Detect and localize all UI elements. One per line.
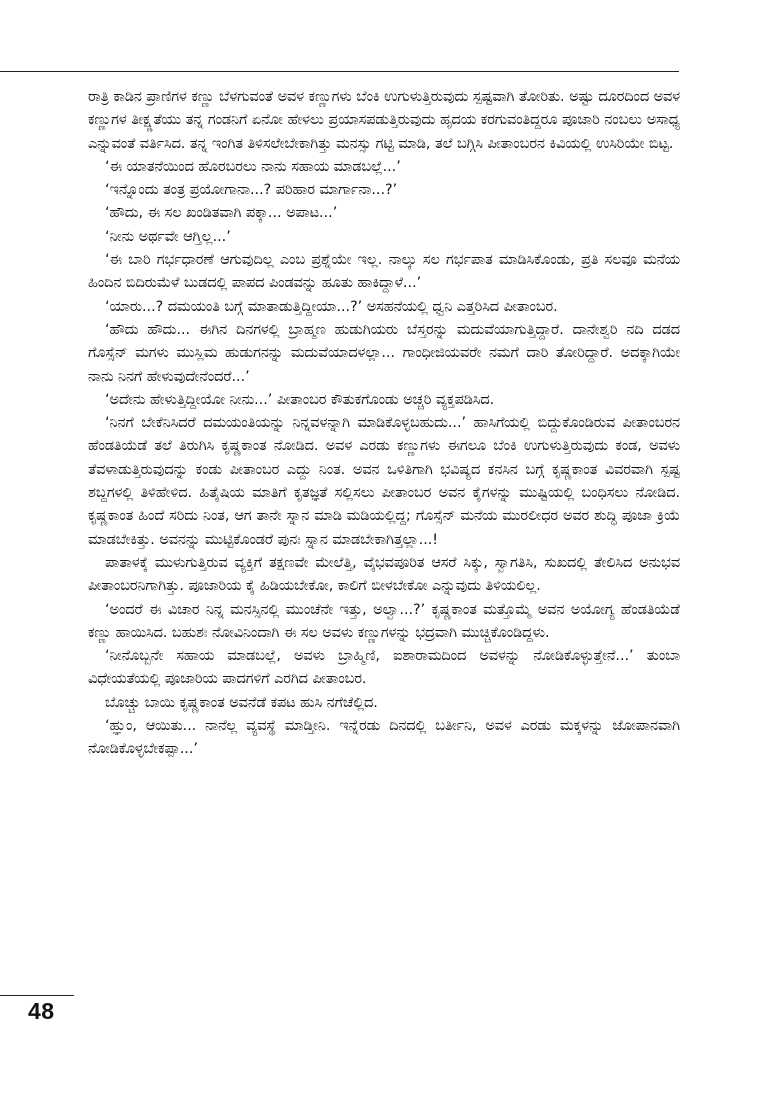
paragraph: ರಾತ್ರಿ ಕಾಡಿನ ಪ್ರಾಣಿಗಳ ಕಣ್ಣು ಬೆಳಗುವಂತೆ ಅವಳ ಕಣ್ಣುಗಳು ಬೆಂಕಿ ಉಗುಳುತ್ತಿರುವುದು ಸ್ಪಷ್ಟವಾಗಿ ತೋರಿತು. ಅಷ್ಟು ದೂರದಿಂದ ಅವಳ ಕಣ್ಣುಗಳ ತೀಕ್ಷ್ಣತೆಯು ತನ್ನ ಗಂಡನಿಗೆ ಏನೋ ಹೇಳಲು ಪ್ರಯಾಸಪಡುತ್ತಿರುವುದು ಹೃದಯ ಕರಗುವಂತಿದ್ದರೂ ಪೂಜಾರಿ ನಂಬಲು ಅಸಾಧ್ಯ ಎನ್ನುವಂತೆ ವರ್ತಿಸಿದ. ತನ್ನ ಇಂಗಿತ ತಿಳಿಸಲೇಬೇಕಾಗಿತ್ತು ಮನಸ್ಸು ಗಟ್ಟಿ ಮಾಡಿ, ತಲೆ ಬಗ್ಗಿಸಿ ಪೀತಾಂಬರನ ಕಿವಿಯಲ್ಲಿ ಉಸಿರಿಯೇ ಬಿಟ್ಟ. [88, 89, 680, 152]
paragraph: ‘ಅಂದರೆ ಈ ವಿಚಾರ ನಿನ್ನ ಮನಸ್ಸಿನಲ್ಲಿ ಮುಂಚೆನೇ ಇತ್ತು, ಅಲ್ವಾ...?’ ಕೃಷ್ಣಕಾಂತ ಮತ್ತೊಮ್ಮೆ ಅವನ ಅಯೋಗ್ಯ ಹೆಂಡತಿಯೆಡೆ ಕಣ್ಣು ಹಾಯಿಸಿದ. ಬಹುಶಃ ನೋವಿನಿಂದಾಗಿ ಈ ಸಲ ಅವಳು ಕಣ್ಣುಗಳನ್ನು ಭದ್ರವಾಗಿ ಮುಚ್ಚಿಕೊಂಡಿದ್ದಳು. [88, 601, 680, 641]
body-text [88, 86, 680, 762]
paragraph: ‘ಇನ್ನೊಂದು ತಂತ್ರ ಪ್ರಯೋಗಾನಾ...? ಪರಿಹಾರ ಮಾರ್ಗಾನಾ...?’ [105, 182, 398, 199]
paragraph: ‘ಯಾರು...? ದಮಯಂತಿ ಬಗ್ಗೆ ಮಾತಾಡುತ್ತಿದ್ದೀಯಾ...?’ ಅಸಹನೆಯಲ್ಲಿ ಧ್ವನಿ ಎತ್ತರಿಸಿದ ಪೀತಾಂಬರ. [105, 298, 558, 315]
paragraph: ‘ನೀನೊಬ್ಬನೇ ಸಹಾಯ ಮಾಡಬಲ್ಲೆ, ಅವಳು ಬ್ರಾಹ್ಮಿಣಿ, ಐಶಾರಾಮದಿಂದ ಅವಳನ್ನು ನೋಡಿಕೊಳ್ಳುತ್ತೇನೆ...’ ತುಂಬಾ ವಿಧೇಯತೆಯಲ್ಲಿ ಪೂಜಾರಿಯ ಪಾದಗಳಿಗೆ ಎರಗಿದ ಪೀತಾಂಬರ. [88, 648, 680, 688]
footer-rule [0, 995, 74, 996]
paragraph: ‘ನಿನಗೆ ಬೇಕೆನಿಸಿದರೆ ದಮಯಂತಿಯನ್ನು ನಿನ್ನವಳನ್ನಾಗಿ ಮಾಡಿಕೊಳ್ಳಬಹುದು...’ ಹಾಸಿಗೆಯಲ್ಲಿ ಬಿದ್ದುಕೊಂಡಿರುವ ಪೀತಾಂಬರನ ಹೆಂಡತಿಯೆಡೆ ತಲೆ ತಿರುಗಿಸಿ ಕೃಷ್ಣಕಾಂತ ನೋಡಿದ. ಅವಳ ಎರಡು ಕಣ್ಣುಗಳು ಈಗಲೂ ಬೆಂಕಿ ಉಗುಳುತ್ತಿರುವುದು ಕಂಡ, ಅವಳು ತೆವಳಾಡುತ್ತಿರುವುದನ್ನು ಕಂಡು ಪೀತಾಂಬರ ಎದ್ದು ನಿಂತ. ಅವನ ಒಳಿತಿಗಾಗಿ ಭವಿಷ್ಯದ ಕನಸಿನ ಬಗ್ಗೆ ಕೃಷ್ಣಕಾಂತ ವಿವರವಾಗಿ ಸ್ಪಷ್ಟ ಶಬ್ದಗಳಲ್ಲಿ ತಿಳಿಹೇಳಿದ. ಹಿತೈಷಿಯ ಮಾತಿಗೆ ಕೃತಜ್ಞತೆ ಸಲ್ಲಿಸಲು ಪೀತಾಂಬರ ಅವನ ಕೈಗಳನ್ನು ಮುಷ್ಟಿಯಲ್ಲಿ ಬಂಧಿಸಲು ನೋಡಿದ. ಕೃಷ್ಣಕಾಂತ ಹಿಂದೆ ಸರಿದು ನಿಂತ, ಆಗ ತಾನೇ ಸ್ನಾನ ಮಾಡಿ ಮಡಿಯಲ್ಲಿದ್ದ; ಗೊಸ್ಸೆನ್ ಮನೆಯ ಮುರಲೀಧರ ಅವರ ಶುದ್ಧಿ ಪೂಜಾ ಕ್ರಿಯೆ ಮಾಡಬೇಕಿತ್ತು. ಅವನನ್ನು ಮುಟ್ಟಿಕೊಂಡರೆ ಪುನಃ ಸ್ನಾನ ಮಾಡಬೇಕಾಗಿತ್ತಲ್ಲಾ...! [88, 415, 680, 548]
paragraph: ಪಾತಾಳಕ್ಕೆ ಮುಳುಗುತ್ತಿರುವ ವ್ಯಕ್ತಿಗೆ ತಕ್ಷಣವೇ ಮೇಲೆತ್ತಿ, ವೈಭವಪೂರಿತ ಆಸರೆ ಸಿಕ್ಕು, ಸ್ವಾಗತಿಸಿ, ಸುಖದಲ್ಲಿ ತೇಲಿಸಿದ ಅನುಭವ ಪೀತಾಂಬರನಿಗಾಗಿತ್ತು. ಪೂಜಾರಿಯ ಕೈ ಹಿಡಿಯಬೇಕೋ, ಕಾಲಿಗೆ ಬೀಳಬೇಕೋ ಎನ್ನುವುದು ತಿಳಿಯಲಿಲ್ಲ. [88, 554, 680, 595]
paragraph: ‘ನೀನು ಅರ್ಥವೇ ಆಗ್ತಿಲ್ಲ...’ [105, 228, 231, 245]
paragraph: ‘ಹೌದು, ಈ ಸಲ ಖಂಡಿತವಾಗಿ ಪಕ್ಕಾ... ಅಪಾಟ...’ [105, 205, 338, 222]
paragraph: ‘ಈ ಯಾತನೆಯಿಂದ ಹೊರಬರಲು ನಾನು ಸಹಾಯ ಮಾಡಬಲ್ಲೆ...’ [105, 158, 401, 175]
page-number: 48 [28, 998, 55, 1024]
paragraph: ‘ಈ ಬಾರಿ ಗರ್ಭಧಾರಣೆ ಆಗುವುದಿಲ್ಲ ಎಂಬ ಪ್ರಶ್ನೆಯೇ ಇಲ್ಲ. ನಾಲ್ಕು ಸಲ ಗರ್ಭಪಾತ ಮಾಡಿಸಿಕೊಂಡು, ಪ್ರತಿ ಸಲವೂ ಮನೆಯ ಹಿಂದಿನ ಬಿದಿರುಮೆಳೆ ಬುಡದಲ್ಲಿ ಪಾಪದ ಪಿಂಡವನ್ನು ಹೂತು ಹಾಕಿದ್ದಾಳೆ...’ [88, 252, 680, 292]
paragraph: ‘ಅದೇನು ಹೇಳುತ್ತಿದ್ದೀಯೋ ನೀನು...’ ಪೀತಾಂಬರ ಕೌತುಕಗೊಂಡು ಅಚ್ಚರಿ ವ್ಯಕ್ತಪಡಿಸಿದ. [105, 391, 495, 408]
paragraph: ಬೊಚ್ಚು ಬಾಯಿ ಕೃಷ್ಣಕಾಂತ ಅವನೆಡೆ ಕಪಟ ಹುಸಿ ನಗೆಚೆಲ್ಲಿದ. [105, 694, 378, 711]
paragraph: ‘ಹ್ಞುಂ, ಆಯಿತು... ನಾನೆಲ್ಲ ವ್ಯವಸ್ಥೆ ಮಾಡ್ತೀನಿ. ಇನ್ನೆರಡು ದಿನದಲ್ಲಿ ಬರ್ತೀನಿ, ಅವಳ ಎರಡು ಮಕ್ಕಳನ್ನು ಜೋಪಾನವಾಗಿ ನೋಡಿಕೊಳ್ಳಬೇಕಪ್ಪಾ...’ [88, 718, 680, 758]
top-rule [0, 71, 679, 72]
paragraph: ‘ಹೌದು ಹೌದು... ಈಗಿನ ದಿನಗಳಲ್ಲಿ ಬ್ರಾಹ್ಮಣ ಹುಡುಗಿಯರು ಬೆಸ್ತರನ್ನು ಮದುವೆಯಾಗುತ್ತಿದ್ದಾರೆ. ದಾನೇಶ್ವರಿ ನದಿ ದಡದ ಗೊಸ್ಸೆನ್ ಮಗಳು ಮುಸ್ಲಿಮ ಹುಡುಗನನ್ನು ಮದುವೆಯಾದಳಲ್ಲಾ... ಗಾಂಧೀಜಿಯವರೇ ನಮಗೆ ದಾರಿ ತೋರಿದ್ದಾರೆ. ಅದಕ್ಕಾಗಿಯೇ ನಾನು ನಿನಗೆ ಹೇಳುವುದೇನೆಂದರೆ...’ [88, 321, 680, 385]
